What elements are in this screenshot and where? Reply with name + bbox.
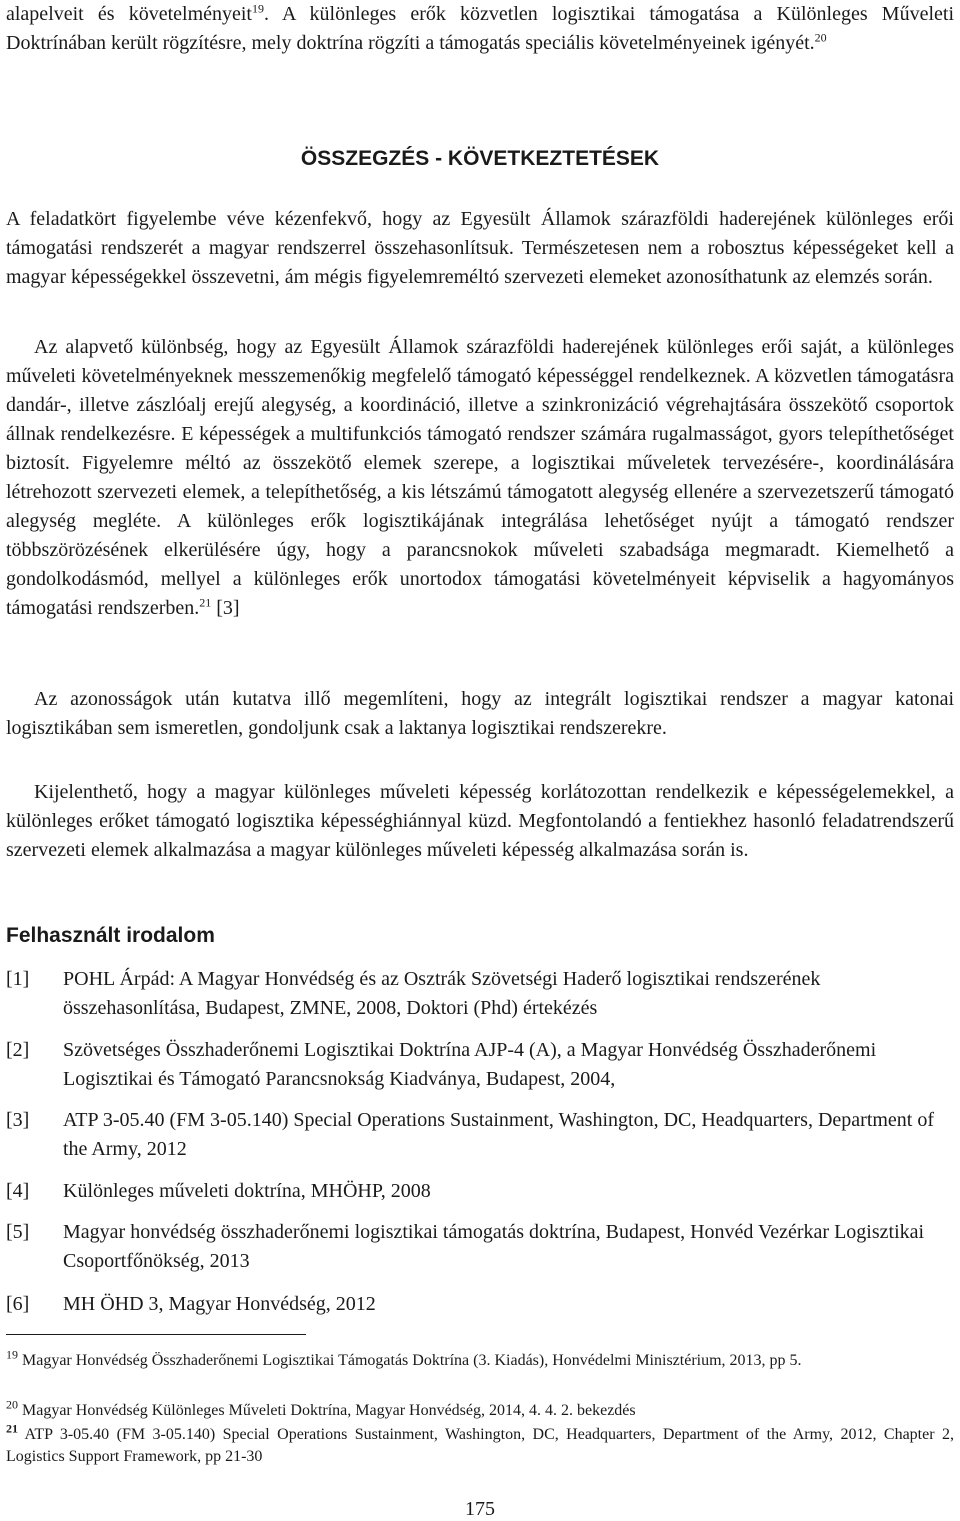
footnote-21 [6, 1421, 954, 1468]
page-number: 175 [465, 1498, 495, 1520]
footnote-20 [6, 1397, 954, 1422]
footnote-number: 21 [6, 1421, 18, 1436]
reference-text: POHL Árpád: A Magyar Honvédség és az Osztrák Szövetségi Haderő logisztikai rendszerének összehasonlítása, Budapest, ZMNE, 2008, Doktori (Phd) értekézés [63, 968, 821, 1019]
paragraph-3: Az azonosságok után kutatva illő megemlíteni, hogy az integrált logisztikai rendszer a magyar katonai logisztikában sem ismeretlen, gondoljunk csak a laktanya logisztikai rendszerekre. [6, 688, 954, 739]
footnote-number: 19 [6, 1347, 18, 1362]
intro-paragraph [6, 0, 954, 58]
reference-number: [6] [6, 1293, 30, 1315]
intro-text-a: alapelveit és követelményeit [6, 3, 252, 25]
footnote-ref-21[interactable]: 21 [199, 595, 212, 610]
reference-item [6, 965, 954, 1023]
paragraph-2-text: Az alapvető különbség, hogy az Egyesült Államok szárazföldi haderejének különleges erői saját, a különleges műveleti követelményeknek messzemenőkig megfelelő támogató képességgel rendelkeznek. A közvetlen támogatásra dandár-, illetve zászlóalj erejű alegység, a koordináció, illetve a szinkronizáció végrehajtására összekötő csoportok állnak rendelkezésre. E képességek a multifunkciós támogató rendszer számára rugalmasságot, gyors telepíthetőséget biztosít. Figyelemre méltó az összekötő elemek szerepe, a logisztikai műveletek tervezésére-, koordinálására létrehozott szervezeti elemek, a telepíthetőség, a kis létszámú támogatott alegység ellenére a szervezetszerű támogató alegység megléte. A különleges erők logisztikájának integrálása lehetőséget nyújt a támogató rendszer többszörözésének elkerülésére úgy, hogy a parancsnokok műveleti szabadsága megmaradt. Kiemelhető a gondolkodásmód, mellyel a különleges erők unortodox támogatási követelményeit képviselik a hagyományos támogatási rendszerben. [6, 336, 954, 619]
footnote-19 [6, 1347, 954, 1372]
reference-item [6, 1218, 954, 1276]
paragraph-1: A feladatkört figyelembe véve kézenfekvő, hogy az Egyesült Államok szárazföldi haderejének különleges erői támogatási rendszerét a magyar rendszerrel összehasonlítsuk. Természetesen nem a robosztus képességeket kell a magyar képességekkel összevetni, ám mégis figyelemreméltó szervezeti elemeket azonosíthatunk az elemzés során. [6, 208, 954, 288]
citation-3: [3] [211, 597, 240, 619]
reference-text: ATP 3-05.40 (FM 3-05.140) Special Operations Sustainment, Washington, DC, Headquarters, Department of the Army, 2012 [63, 1109, 935, 1160]
reference-number: [4] [6, 1180, 30, 1202]
reference-text: Magyar honvédség összhaderőnemi logisztikai támogatás doktrína, Budapest, Honvéd Vezérkar Logisztikai Csoportfőnökség, 2013 [63, 1221, 925, 1272]
reference-text: Különleges műveleti doktrína, MHÖHP, 2008 [63, 1180, 431, 1202]
footnote-text: Magyar Honvédség Összhaderőnemi Logisztikai Támogatás Doktrína (3. Kiadás), Honvédelmi Minisztérium, 2013, pp 5. [18, 1352, 802, 1369]
reference-item [6, 1036, 954, 1094]
reference-number: [1] [6, 968, 30, 990]
footnote-ref-20[interactable]: 20 [814, 30, 827, 45]
section-heading: ÖSSZEGZÉS - KÖVETKEZTETÉSEK [300, 147, 660, 170]
reference-text: Szövetséges Összhaderőnemi Logisztikai Doktrína AJP-4 (A), a Magyar Honvédség Összhaderőnemi Logisztikai és Támogató Parancsnokság Kiadványa, Budapest, 2004, [63, 1039, 877, 1090]
reference-text: MH ÖHD 3, Magyar Honvédség, 2012 [63, 1293, 376, 1315]
reference-item [6, 1177, 954, 1206]
footnote-text: ATP 3-05.40 (FM 3-05.140) Special Operations Sustainment, Washington, DC, Headquarters, Department of the Army, 2012, Chapter 2, Logistics Support Framework, pp 21-30 [6, 1426, 954, 1465]
footnote-text: Magyar Honvédség Különleges Műveleti Doktrína, Magyar Honvédség, 2014, 4. 4. 2. bekezdés [18, 1402, 636, 1419]
paragraph-4: Kijelenthető, hogy a magyar különleges műveleti képesség korlátozottan rendelkezik e képességelemekkel, a különleges erőket támogató logisztika képességhiánnyal küzd. Megfontolandó a fentiekhez hasonló feladatrendszerű szervezeti elemek alkalmazása a magyar különleges műveleti képesség alkalmazása során is. [6, 781, 954, 861]
references-title: Felhasznált irodalom [6, 924, 215, 947]
paragraph-2 [6, 333, 954, 623]
reference-item [6, 1290, 954, 1319]
reference-item [6, 1106, 954, 1164]
reference-number: [5] [6, 1221, 30, 1243]
footnote-number: 20 [6, 1397, 18, 1412]
intro-text-b: . A különleges erők közvetlen logisztikai támogatása a Különleges Műveleti Doktrínában került rögzítésre, mely doktrína rögzíti a támogatás speciális követelményeinek igényét. [6, 3, 954, 54]
footnote-separator [6, 1334, 306, 1335]
reference-number: [3] [6, 1109, 30, 1131]
reference-number: [2] [6, 1039, 30, 1061]
footnote-ref-19[interactable]: 19 [252, 1, 264, 16]
